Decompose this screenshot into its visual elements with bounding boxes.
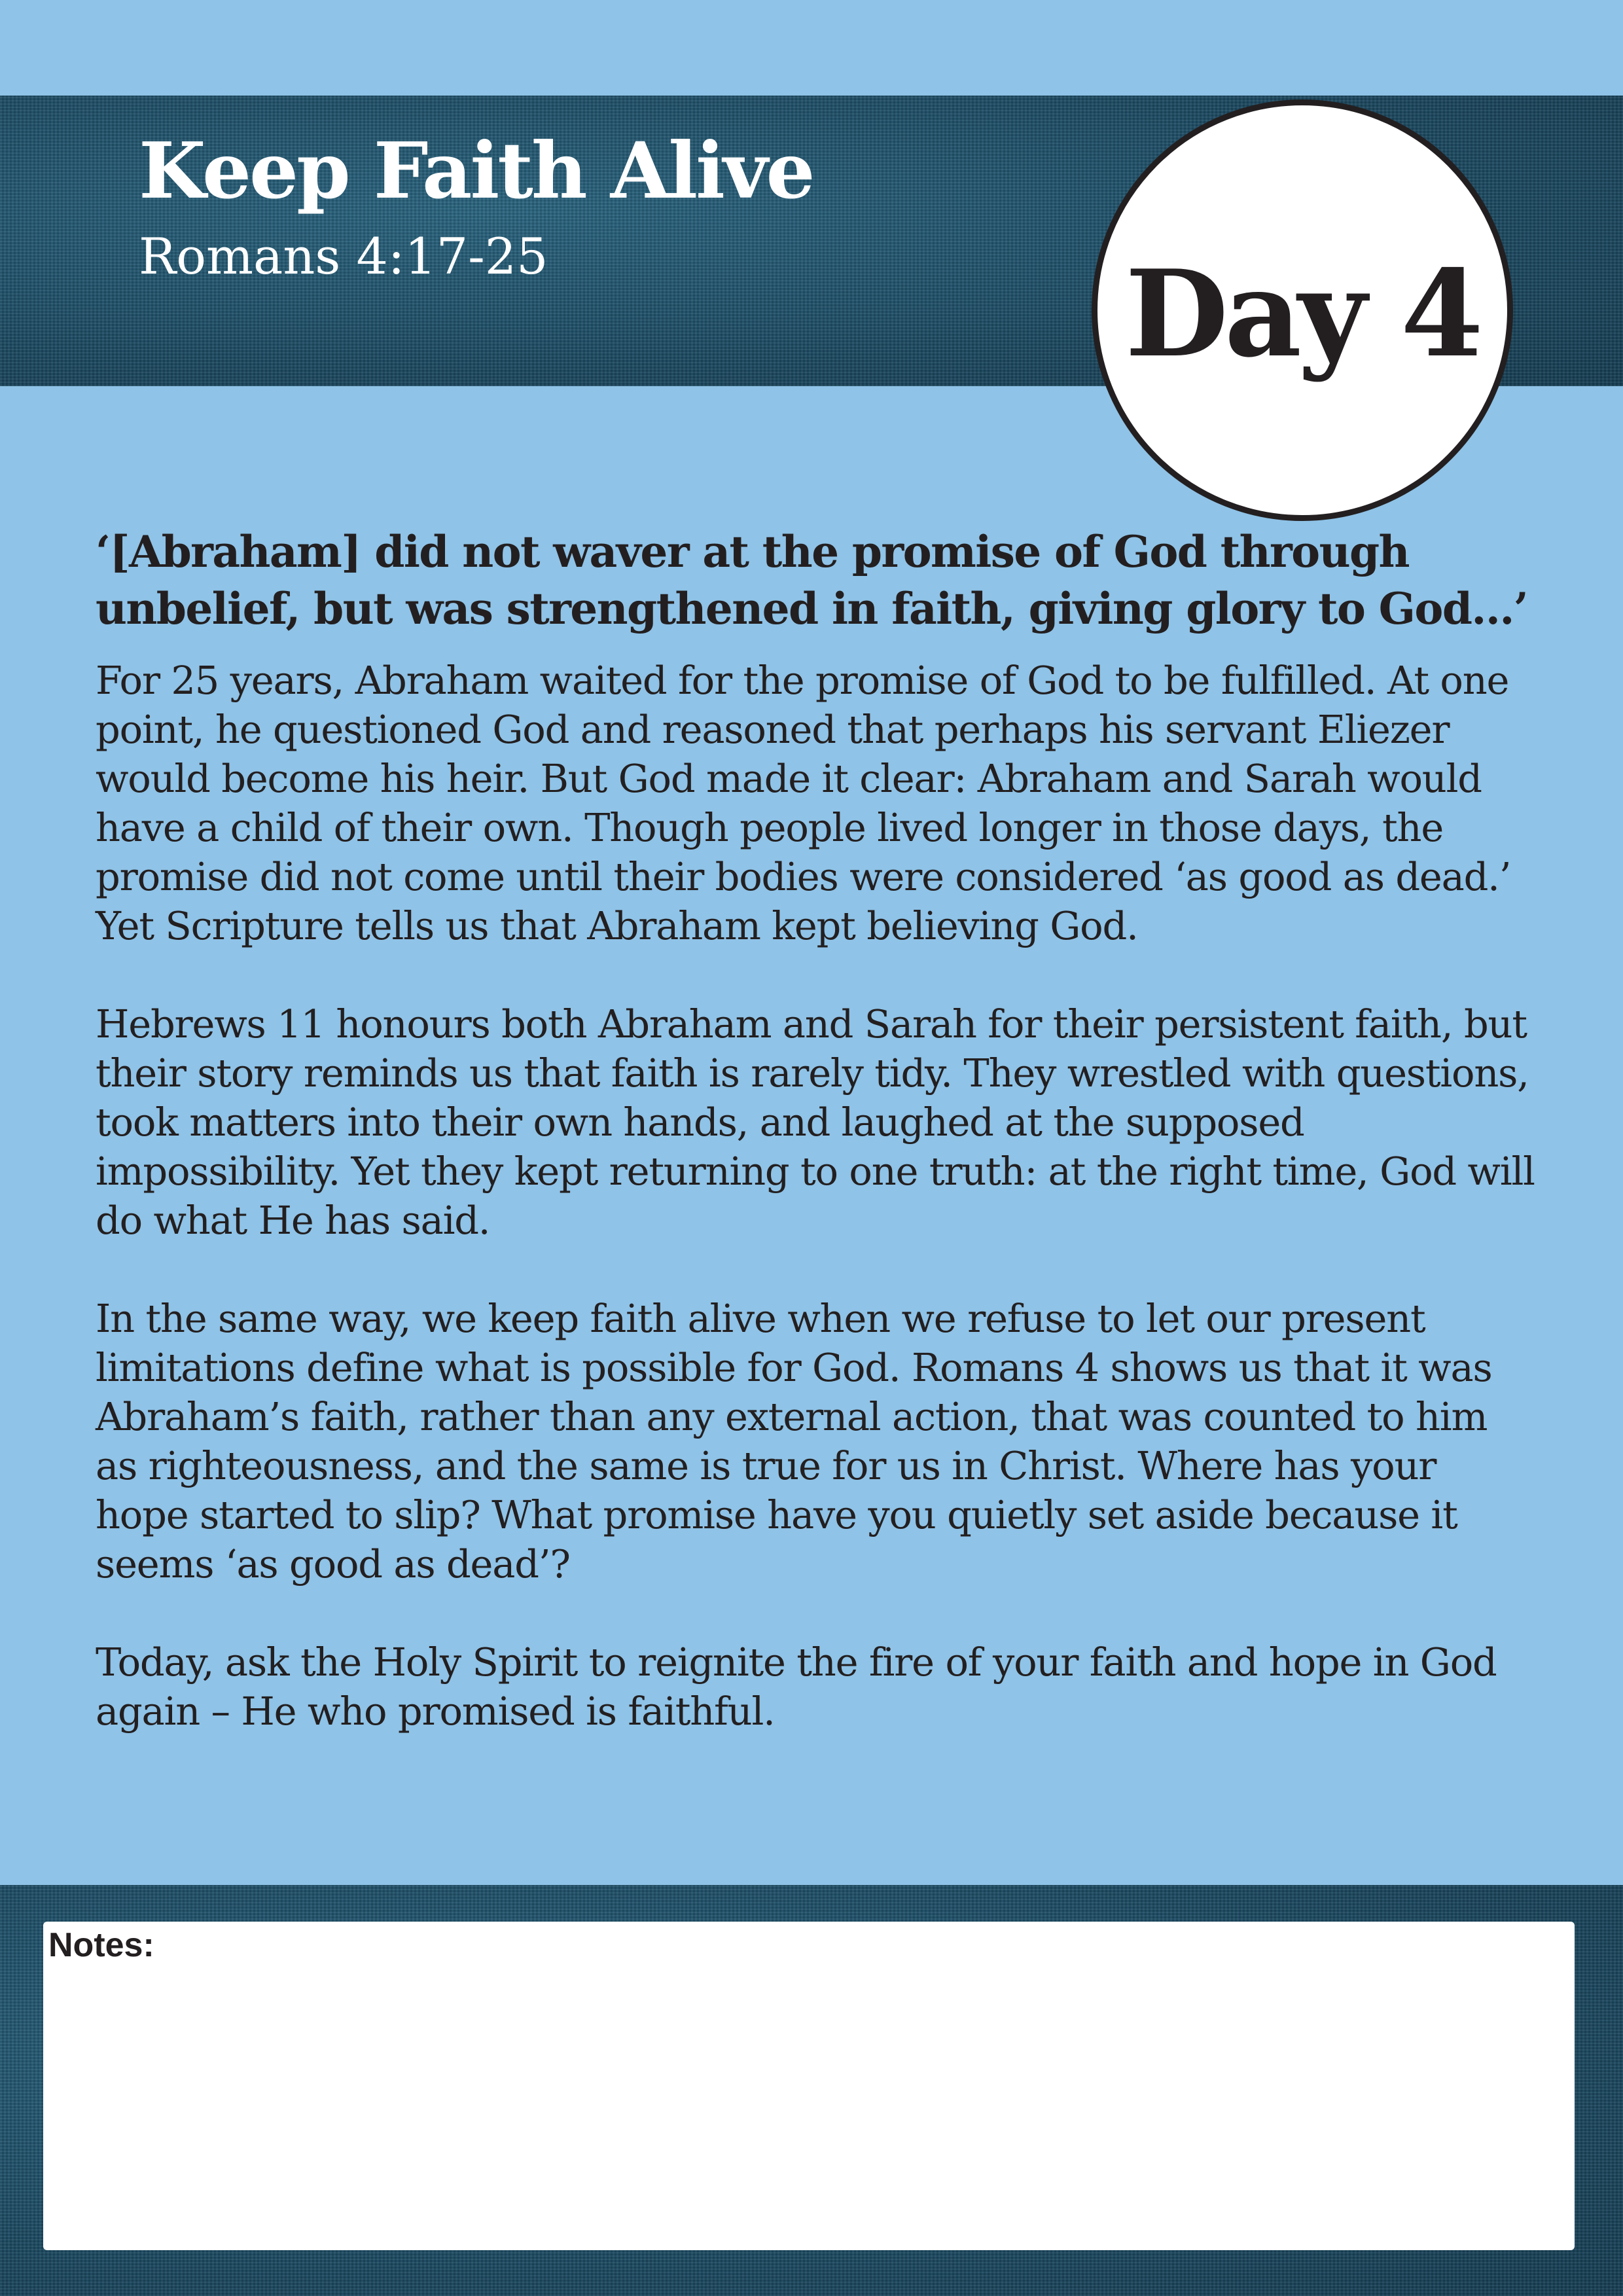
notes-field[interactable] — [43, 1922, 1575, 2250]
day-badge — [1092, 99, 1513, 521]
devotional-content — [96, 524, 1535, 1785]
day-label: Day 4 — [1125, 243, 1480, 384]
paragraph-1: For 25 years, Abraham waited for the promise of God to be fulfilled. At one point, he questioned God and reasoned that perhaps his servant Eliezer would become his heir. But God made it clear: Abraham and Sarah would have a child of their own. Though people lived longer in those days, the promise did not come until their bodies were considered ‘as good as dead.’ Yet Scripture tells us that Abraham kept believing God. — [96, 658, 1511, 948]
notes-label: Notes: — [48, 1926, 154, 1964]
paragraph-2: Hebrews 11 honours both Abraham and Sarah for their persistent faith, but their story reminds us that faith is rarely tidy. They wrestled with questions, took matters into their own hands, and laughed at the supposed impossibility. Yet they kept returning to one truth: at the right time, God will do what He has said. — [96, 1001, 1535, 1243]
key-verse-quote: ‘[Abraham] did not waver at the promise of God through unbelief, but was strengthened in faith, giving glory to God…’ — [96, 526, 1528, 634]
scripture-reference: Romans 4:17-25 — [139, 227, 548, 285]
paragraph-3: In the same way, we keep faith alive when we refuse to let our present limitations define what is possible for God. Romans 4 shows us that it was Abraham’s faith, rather than any external action, that was counted to him as righteousness, and the same is true for us in Christ. Where has your hope started to slip? What promise have you quietly set aside because it seems ‘as good as dead’? — [96, 1296, 1492, 1587]
paragraph-4: Today, ask the Holy Spirit to reignite the fire of your faith and hope in God again – He who promised is faithful. — [96, 1640, 1497, 1734]
page-title: Keep Faith Alive — [139, 125, 813, 216]
